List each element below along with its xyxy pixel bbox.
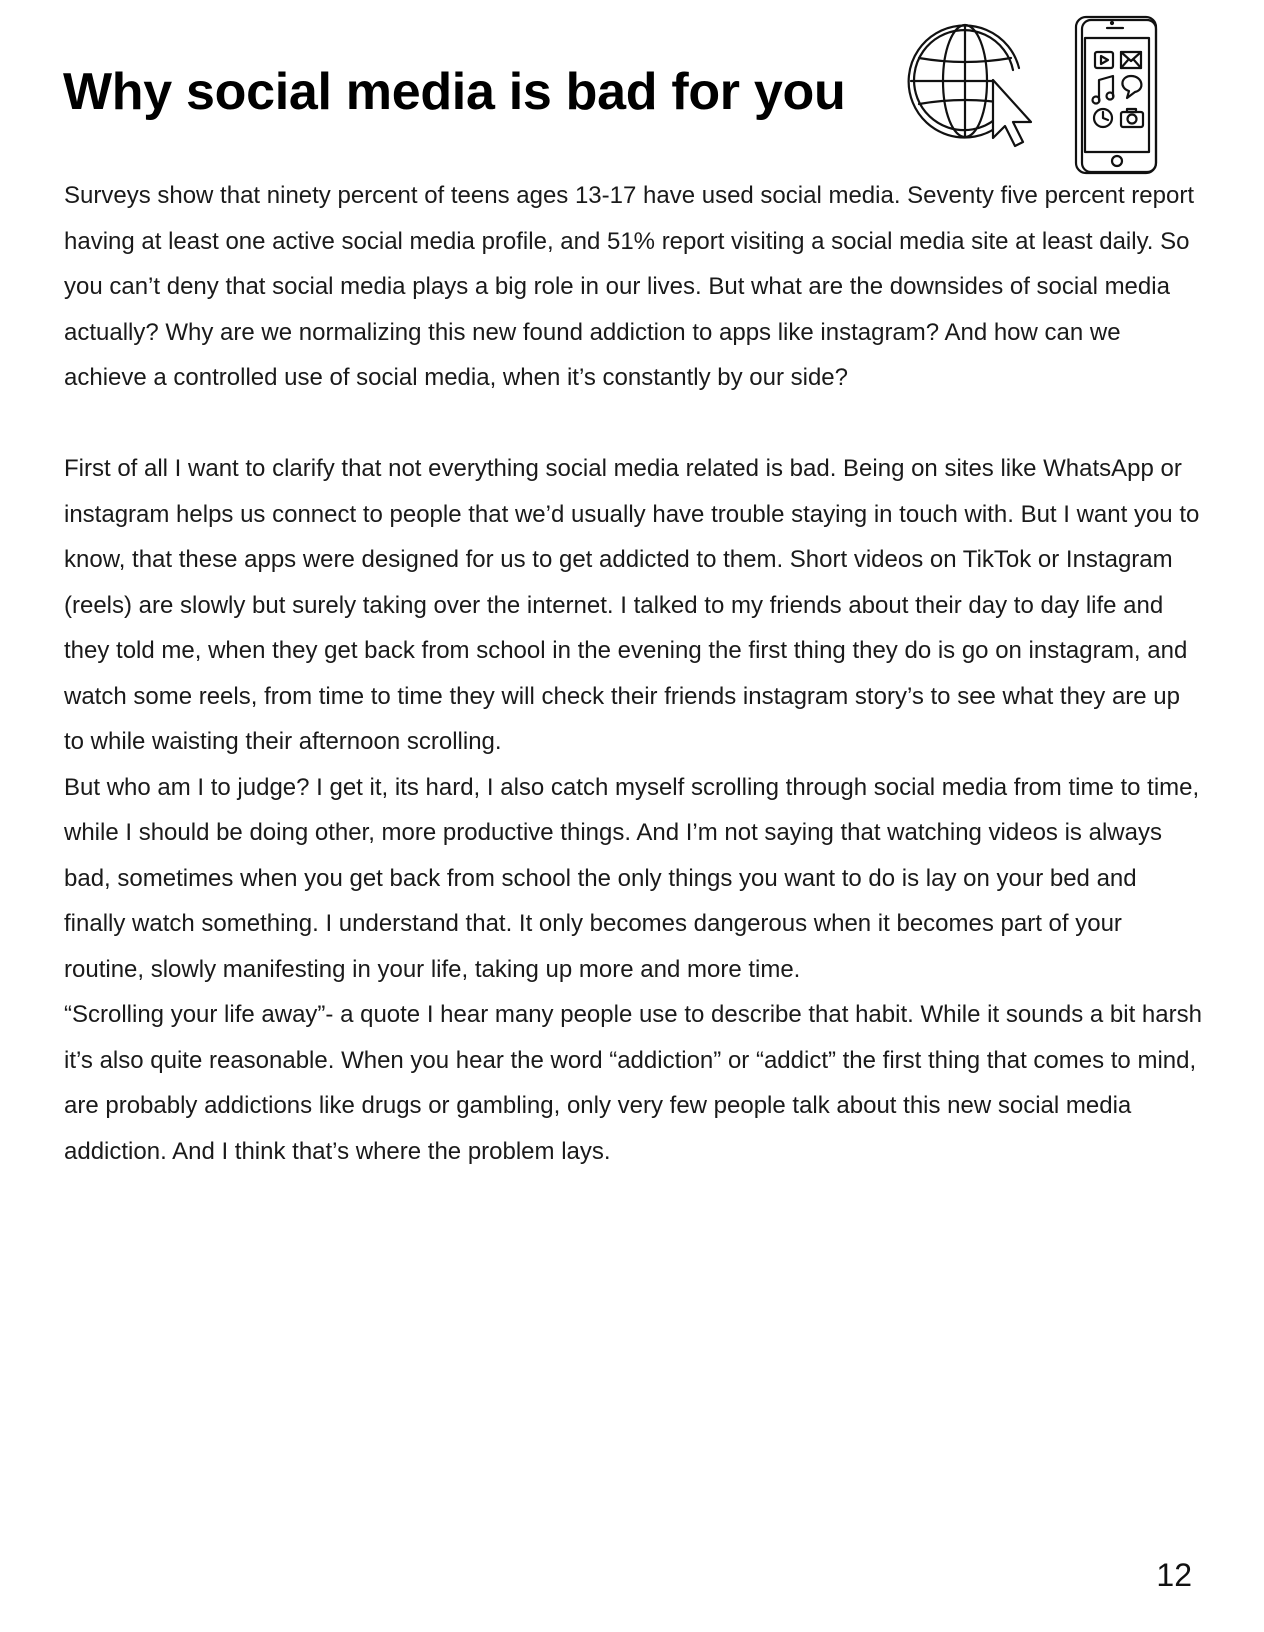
paragraph-quote: “Scrolling your life away”- a quote I hear many people use to describe that habit. While it sounds a bit harsh it’s also quite reasonable. When you hear the word “addiction” or “addict” the first thing that comes to mind, are probably addictions like drugs or gambling, only very few people talk about this new social media addiction. And I think that’s where the problem lays. — [64, 1001, 1202, 1165]
globe-cursor-icon — [905, 16, 1045, 156]
paragraph-clarify: First of all I want to clarify that not everything social media related is bad. Being on sites like WhatsApp or instagram helps us connect to people that we’d usually have trouble staying in touch with. But I want you to know, that these apps were designed for us to get addicted to them. Short videos on TikTok or Instagram (reels) are slowly but surely taking over the internet. I talked to my friends about their day to day life and they told me, when they get back from school in the evening the first thing they do is go on instagram, and watch some reels, from time to time they will check their friends instagram story’s to see what they are up to while waisting their afternoon scrolling. — [64, 455, 1200, 755]
article-body — [64, 173, 1204, 1174]
paragraph-intro: Surveys show that ninety percent of teens ages 13-17 have used social media. Seventy five percent report having at least one active social media profile, and 51% report visiting a social media site at least daily. So you can’t deny that social media plays a big role in our lives. But what are the downsides of social media actually? Why are we normalizing this new found addiction to apps like instagram? And how can we achieve a controlled use of social media, when it’s constantly by our side? — [64, 182, 1194, 391]
paragraph-spacer — [64, 401, 1204, 447]
smartphone-apps-icon — [1073, 14, 1159, 176]
paragraph-judge: But who am I to judge? I get it, its hard, I also catch myself scrolling through social media from time to time, while I should be doing other, more productive things. And I’m not saying that watching videos is always bad, sometimes when you get back from school the only things you want to do is lay on your bed and finally watch something. I understand that. It only becomes dangerous when it becomes part of your routine, slowly manifesting in your life, taking up more and more time. — [64, 773, 1200, 983]
page-number: 12 — [1156, 1557, 1192, 1593]
page-title: Why social media is bad for you — [63, 63, 846, 121]
